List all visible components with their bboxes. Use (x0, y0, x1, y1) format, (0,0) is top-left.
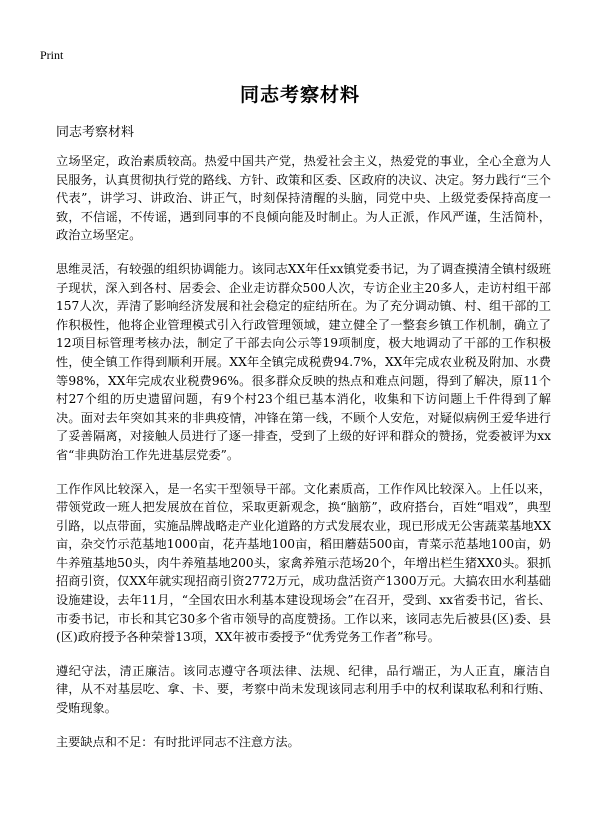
document-title: 同志考察材料 (239, 84, 360, 106)
paragraph-work-style: 工作作风比较深入，是一名实干型领导干部。文化素质高，工作作风比较深入。上任以来，带领党政一班人把发展放在首位，采取更新观念，换“脑筋”，政府搭台，百姓“唱戏”，典型引路，以点带面，实施品牌战略走产业化道路的方式发展农业，现已形成无公害蔬菜基地XX亩，杂交竹示范基地1000亩，花卉基地100亩，稻田蘑菇500亩，青菜示范基地100亩，奶牛养殖基地50头，肉牛养殖基地200头，家禽养殖示范场20个，年增出栏生猪XX0头。狠抓招商引资，仅XX年就实现招商引资2772万元，成功盘活资产1300万元。大搞农田水利基础设施建设，去年11月，“全国农田水利基本建设现场会”在召开，受到、xx省委书记，省长、市委书记，市长和其它30多个省市领导的高度赞扬。工作以来，该同志先后被县(区)委、县(区)政府授予各种荣誉13项，XX年被市委授予“优秀党务工作者”称号。 (56, 481, 552, 645)
paragraph-organization-ability: 思维灵活，有较强的组织协调能力。该同志XX年任xx镇党委书记，为了调查摸清全镇村级班子现状，深入到各村、居委会、企业走访群众500人次，专访企业主20多人，走访村组干部157人次，弄清了影响经济发展和社会稳定的症结所在。为了充分调动镇、村、组干部的工作积极性，他将企业管理模式引入行政管理领域，建立健全了一整套乡镇工作机制，确立了12项目标管理考核办法，制定了干部去向公示等19项制度，极大地调动了干部的工作积极性，使全镇工作得到顺利开展。XX年全镇完成税费94.7%，XX年完成农业税及附加、水费等98%，XX年完成农业税费96%。很多群众反映的热点和难点问题，得到了解决，原11个村27个组的历史遗留问题，有9个村23个组已基本消化，收集和下访问题上千件得到了解决。面对去年突如其来的非典疫情，冲锋在第一线，不顾个人安危，对疑似病例王爱华进行了妥善隔离，对接触人员进行了逐一排查，受到了上级的好评和群众的赞扬，党委被评为xx省“非典防治工作先进基层党委”。 (56, 261, 551, 462)
document-subtitle: 同志考察材料 (56, 125, 135, 140)
paragraph-political-stance: 立场坚定，政治素质较高。热爱中国共产党，热爱社会主义，热爱党的事业，全心全意为人民服务，认真贯彻执行党的路线、方针、政策和区委、区政府的决议、决定。努力践行“三个代表”，讲学习、讲政治、讲正气，时刻保持清醒的头脑，同党中央、上级党委保持高度一致，不信谣，不传谣，遇到同事的不良倾向能及时制止。为人正派，作风严谨，生活简朴，政治立场坚定。 (56, 154, 551, 243)
document-body (56, 152, 551, 766)
paragraph-shortcomings: 主要缺点和不足：有时批评同志不注意方法。 (56, 734, 300, 749)
print-label: Print (40, 48, 64, 62)
paragraph-integrity: 遵纪守法，清正廉洁。该同志遵守各项法律、法规、纪律，品行端正，为人正直，廉洁自律，从不对基层吃、拿、卡、要，考察中尚未发现该同志利用手中的权利谋取私利和行贿、受贿现象。 (56, 663, 551, 716)
